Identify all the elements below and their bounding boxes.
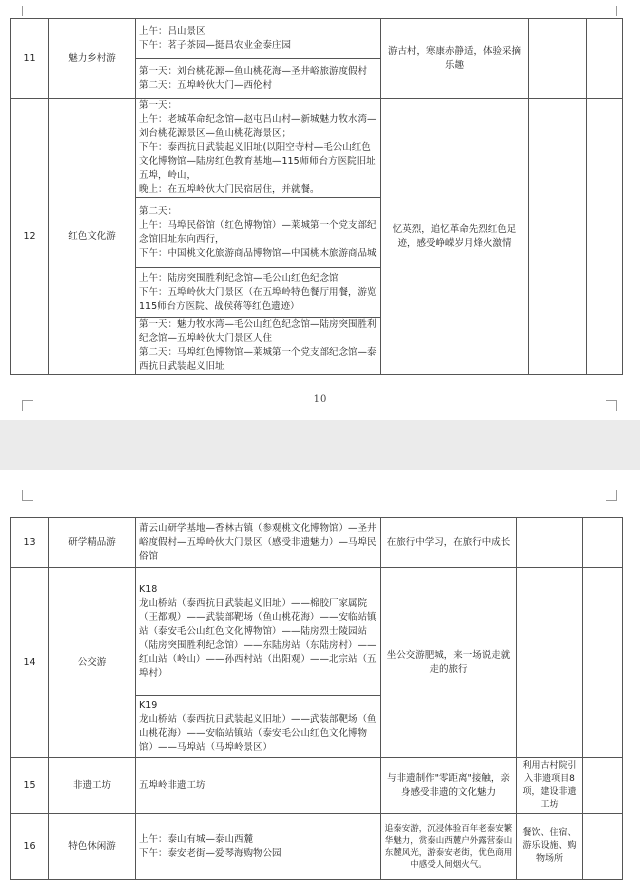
route-table-bottom	[10, 517, 623, 880]
route-line: 上午：陆房突围胜利纪念馆—毛公山红色纪念馆	[139, 272, 339, 284]
route-line: 第二天：	[139, 205, 178, 217]
route-line: 下午：中国桃文化旅游商品博物馆—中国桃木旅游商品城	[139, 247, 377, 259]
route-cell	[136, 814, 381, 880]
route-cell	[136, 198, 381, 268]
route-cell	[136, 318, 381, 375]
table-row	[11, 568, 623, 696]
route-name: 特色休闲游	[49, 814, 136, 880]
empty-cell	[583, 758, 623, 814]
empty-cell	[587, 99, 623, 375]
row-number: 14	[11, 568, 49, 758]
route-name: 红色文化游	[49, 99, 136, 375]
route-misc	[517, 568, 583, 758]
route-cell	[136, 696, 381, 758]
table-row	[11, 758, 623, 814]
route-cell	[136, 518, 381, 568]
crop-mark	[22, 6, 33, 16]
route-line: 上午：老城革命纪念馆—赵屯吕山村—新城魅力牧水湾—刘台桃花源景区—鱼山桃花海景区；	[139, 114, 377, 139]
route-feature: 忆英烈，追忆革命先烈红色足迹，感受峥嵘岁月烽火激情	[381, 99, 529, 375]
route-line: 上午：吕山景区	[139, 25, 206, 37]
route-line: 下午：茗子茶园—挺昌农业金泰庄园	[139, 39, 292, 51]
page-gap	[0, 420, 640, 470]
route-name: 非遗工坊	[49, 758, 136, 814]
route-name: 研学精品游	[49, 518, 136, 568]
route-line: 下午：泰安老街—爱琴海购物公园	[139, 847, 282, 859]
route-cell	[136, 99, 381, 198]
route-line: 莆云山研学基地—香林古镇（参观桃文化博物馆）—圣井峪度假村—五埠岭伙大门景区（感受非遗魅力）—马埠民俗馆	[139, 522, 377, 562]
route-line: 第一天：	[139, 100, 178, 111]
route-line: K18	[139, 583, 158, 595]
row-number: 13	[11, 518, 49, 568]
document-page-top	[0, 0, 640, 420]
route-line: 第一天：刘台桃花源—鱼山桃花海—圣井峪旅游度假村	[139, 65, 368, 77]
table-row	[11, 99, 623, 198]
route-cell	[136, 268, 381, 318]
route-cell	[136, 758, 381, 814]
crop-mark	[606, 490, 617, 501]
route-name: 魅力乡村游	[49, 19, 136, 99]
row-number: 16	[11, 814, 49, 880]
route-table-top	[10, 18, 623, 375]
table-row	[11, 19, 623, 59]
route-misc	[517, 518, 583, 568]
route-line: 晚上：在五埠岭伙大门民宿居住，并就餐。	[139, 184, 320, 195]
route-line: 第二天：五埠岭伙大门—西伦村	[139, 79, 273, 91]
route-line: 龙山桥站（泰西抗日武装起义旧址）——武装部靶场（鱼山桃花海）——安临站镇站（泰安毛公山红色文化博物馆）——马埠站（马埠岭景区）	[139, 713, 377, 753]
page-number: 10	[313, 394, 327, 405]
route-line: 下午：泰西抗日武装起义旧址(以阳空寺村—毛公山红色文化博物馆—陆房红色教育基地—115师师台方医院旧址五埠，岭山，	[139, 142, 376, 181]
crop-mark	[606, 6, 617, 16]
route-line: 第二天：马埠红色博物馆—莱城第一个党支部纪念馆—泰西抗日武装起义旧址	[139, 347, 377, 372]
route-feature: 追泰安游，沉浸体验百年老泰安繁华魅力，赏泰山西麓户外露营泰山东麓风光，游泰安老街，优色商用中感受人间烟火气。	[381, 814, 517, 880]
empty-cell	[583, 568, 623, 758]
route-cell	[136, 19, 381, 59]
route-line: 上午：马埠民俗馆（红色博物馆）—莱城第一个党支部纪念馆旧址东向西行，	[139, 219, 377, 245]
row-number: 11	[11, 19, 49, 99]
empty-cell	[587, 19, 623, 99]
route-line: 上午：泰山有城—泰山西麓	[139, 833, 254, 845]
route-line: 龙山桥站（泰西抗日武装起义旧址）——棉胶厂家属院（王都观）——武装部靶场（鱼山桃花海）——安临站镇站（泰安毛公山红色文化博物馆）——陆房烈士陵园站（陆房突围胜利纪念馆）——东陆房站（东陆房村）——红山站（岭山）——孙西村站（出阳观）——北宗站（五埠村）	[139, 597, 377, 679]
route-line: 第一天：魅力牧水湾—毛公山红色纪念馆—陆房突围胜利纪念馆—五埠岭伙大门景区人住	[139, 319, 377, 344]
route-line: 五埠岭非遗工坊	[139, 779, 206, 791]
route-feature: 在旅行中学习，在旅行中成长	[381, 518, 517, 568]
route-misc: 利用古村院引入非遗项目8项，建设非遗工坊	[517, 758, 583, 814]
route-misc	[529, 99, 587, 375]
route-line: K19	[139, 699, 158, 711]
table-row	[11, 814, 623, 880]
route-misc: 餐饮、住宿、游乐设施、购物场所	[517, 814, 583, 880]
crop-mark	[22, 490, 33, 501]
empty-cell	[583, 814, 623, 880]
row-number: 12	[11, 99, 49, 375]
route-cell	[136, 59, 381, 99]
route-name: 公交游	[49, 568, 136, 758]
document-page-bottom	[0, 470, 640, 891]
route-feature: 与非遗制作"零距离"接触，亲身感受非遗的文化魅力	[381, 758, 517, 814]
route-misc	[529, 19, 587, 99]
route-feature: 坐公交游肥城，来一场说走就走的旅行	[381, 568, 517, 758]
row-number: 15	[11, 758, 49, 814]
route-line: 下午：五埠岭伙大门景区（在五埠岭特色餐厅用餐，游览115师台方医院、战侯蒋等红色遗迹）	[139, 286, 377, 312]
route-cell	[136, 568, 381, 696]
route-feature: 游古村，寒康赤静适，体验采摘乐趣	[381, 19, 529, 99]
table-row	[11, 518, 623, 568]
empty-cell	[583, 518, 623, 568]
